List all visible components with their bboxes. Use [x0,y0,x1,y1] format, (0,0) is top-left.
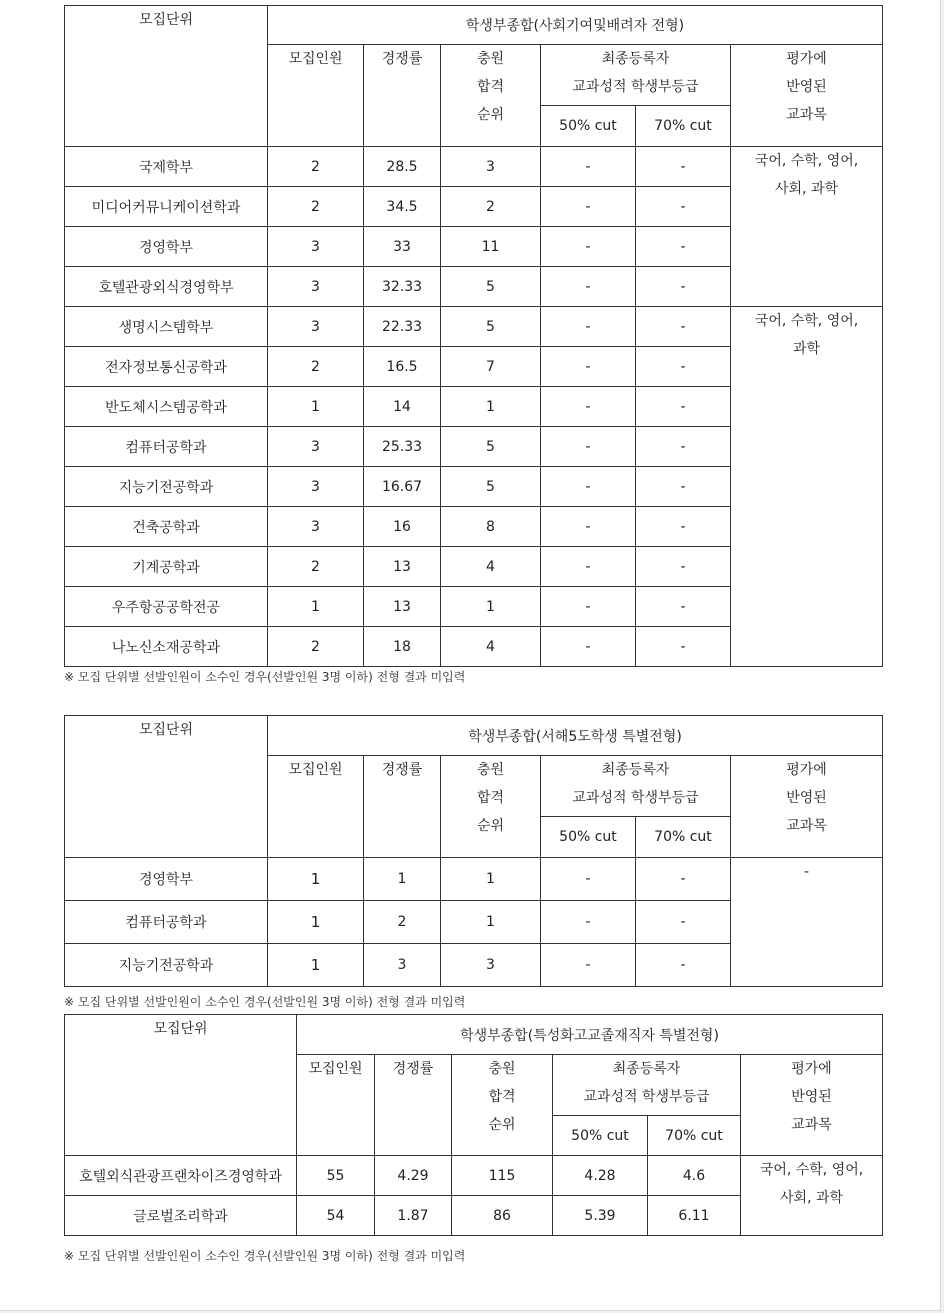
cell-rank: 86 [452,1196,553,1236]
header-subjects-l3: 교과목 [786,818,827,834]
admission-table-social-contribution [64,5,883,667]
header-subjects [731,45,883,147]
footnote: ※ 모집 단위별 선발인원이 소수인 경우(선발인원 3명 이하) 전형 결과 미입력 [64,995,466,1009]
header-final [541,45,731,106]
cell-rate: 3 [364,944,441,987]
header-subjects-l2: 반영된 [791,1089,832,1105]
cell-unit: 지능기전공학과 [65,467,268,507]
header-rank-l3: 순위 [488,1117,516,1133]
cell-cut70: - [636,467,731,507]
cell-rate: 28.5 [364,147,441,187]
cell-rank: 5 [441,267,541,307]
header-cut50: 50% cut [541,817,636,858]
cell-rank: 1 [441,901,541,944]
cell-rate: 16.5 [364,347,441,387]
cell-cut70: 4.6 [648,1156,741,1196]
cell-quota: 3 [268,427,364,467]
cell-cut50: - [541,547,636,587]
cell-cut70: - [636,307,731,347]
cell-rate: 14 [364,387,441,427]
cell-rate: 1 [364,858,441,901]
cell-unit: 생명시스템학부 [65,307,268,347]
cell-rate: 33 [364,227,441,267]
cell-quota: 1 [268,387,364,427]
header-cut70: 70% cut [648,1116,741,1156]
header-rank-l3: 순위 [476,107,505,123]
cell-cut50: - [541,627,636,667]
subjects-line1: 국어, 수학, 영어, [754,153,859,169]
header-rank [441,45,541,147]
cell-unit: 호텔관광외식경영학부 [65,267,268,307]
cell-rank: 11 [441,227,541,267]
header-rank-l3: 순위 [476,818,505,834]
cell-quota: 3 [268,267,364,307]
cell-rate: 32.33 [364,267,441,307]
footnote: ※ 모집 단위별 선발인원이 소수인 경우(선발인원 3명 이하) 전형 결과 미입력 [64,1249,466,1263]
cell-cut50: - [541,347,636,387]
header-final [553,1055,741,1116]
cell-unit: 미디어커뮤니케이션학과 [65,187,268,227]
header-rank [452,1055,553,1156]
header-rank-l2: 합격 [476,790,505,806]
cell-quota: 1 [268,858,364,901]
subjects-line2: 과학 [792,341,821,357]
cell-unit: 컴퓨터공학과 [65,427,268,467]
cell-unit: 건축공학과 [65,507,268,547]
header-rank [441,756,541,858]
table-title: 학생부종합(특성화고교졸재직자 특별전형) [297,1015,883,1055]
cell-rank: 8 [441,507,541,547]
header-final-l1: 최종등록자 [601,51,670,67]
subjects-line2: 사회, 과학 [775,181,839,197]
cell-cut70: - [636,547,731,587]
cell-cut50: - [541,858,636,901]
header-subjects [731,756,883,858]
header-rank-l1: 충원 [476,51,505,67]
cell-quota: 3 [268,507,364,547]
cell-cut70: - [636,587,731,627]
cell-cut50: - [541,944,636,987]
table-row [65,307,883,347]
cell-rate: 16.67 [364,467,441,507]
cell-quota: 1 [268,587,364,627]
header-subjects-l3: 교과목 [786,107,827,123]
header-final [541,756,731,817]
header-subjects-l3: 교과목 [791,1117,832,1133]
header-rank-l2: 합격 [488,1089,516,1105]
cell-rank: 115 [452,1156,553,1196]
cell-cut70: - [636,627,731,667]
cell-unit: 호텔외식관광프랜차이즈경영학과 [65,1156,297,1196]
cell-rate: 16 [364,507,441,547]
cell-rank: 3 [441,944,541,987]
cell-cut50: - [541,587,636,627]
cell-cut50: - [541,901,636,944]
table-row [65,858,883,901]
cell-unit: 기계공학과 [65,547,268,587]
cell-cut50: - [541,227,636,267]
header-subjects-l2: 반영된 [786,790,827,806]
header-rank-l1: 충원 [488,1061,516,1077]
header-rank-l2: 합격 [476,79,505,95]
cell-cut70: - [636,187,731,227]
cell-quota: 3 [268,227,364,267]
header-quota: 모집인원 [268,756,364,858]
cell-subjects [741,1156,883,1236]
cell-quota: 2 [268,547,364,587]
cell-rate: 2 [364,901,441,944]
cell-cut70: - [636,858,731,901]
cell-quota: 2 [268,347,364,387]
cell-unit: 국제학부 [65,147,268,187]
cell-cut50: - [541,307,636,347]
cell-unit: 지능기전공학과 [65,944,268,987]
cell-rate: 34.5 [364,187,441,227]
header-cut70: 70% cut [636,106,731,147]
header-final-l2: 교과성적 학생부등급 [583,1089,710,1105]
cell-cut70: 6.11 [648,1196,741,1236]
header-unit: 모집단위 [65,716,268,858]
cell-cut50: - [541,507,636,547]
header-subjects-l1: 평가에 [786,51,827,67]
header-subjects-l2: 반영된 [786,79,827,95]
header-rate: 경쟁률 [375,1055,452,1156]
subjects-line1: 국어, 수학, 영어, [754,313,859,329]
cell-rank: 5 [441,467,541,507]
cell-cut70: - [636,147,731,187]
cell-rank: 5 [441,307,541,347]
header-final-l1: 최종등록자 [612,1061,681,1077]
cell-cut70: - [636,347,731,387]
header-final-l2: 교과성적 학생부등급 [572,790,699,806]
cell-unit: 우주항공공학전공 [65,587,268,627]
cell-rate: 25.33 [364,427,441,467]
table-row [65,147,883,187]
cell-quota: 3 [268,467,364,507]
cell-cut50: - [541,467,636,507]
cell-cut70: - [636,901,731,944]
cell-rank: 4 [441,627,541,667]
header-subjects-l1: 평가에 [786,762,827,778]
cell-subjects: - [731,858,883,987]
cell-subjects [731,147,883,307]
cell-quota: 1 [268,944,364,987]
cell-cut50: - [541,187,636,227]
cell-rank: 4 [441,547,541,587]
cell-rate: 4.29 [375,1156,452,1196]
table-row [65,1156,883,1196]
subjects-line1: 국어, 수학, 영어, [759,1162,864,1178]
cell-rate: 18 [364,627,441,667]
cell-unit: 컴퓨터공학과 [65,901,268,944]
cell-quota: 3 [268,307,364,347]
header-unit: 모집단위 [65,1015,297,1156]
cell-rate: 1.87 [375,1196,452,1236]
header-final-l2: 교과성적 학생부등급 [572,79,699,95]
cell-cut50: 5.39 [553,1196,648,1236]
header-cut50: 50% cut [553,1116,648,1156]
cell-cut50: - [541,427,636,467]
cell-quota: 2 [268,147,364,187]
cell-unit: 나노신소재공학과 [65,627,268,667]
admission-table-specialized-high-school [64,1014,883,1236]
header-quota: 모집인원 [297,1055,375,1156]
cell-cut70: - [636,267,731,307]
cell-quota: 2 [268,627,364,667]
cell-cut70: - [636,507,731,547]
header-unit: 모집단위 [65,6,268,147]
cell-quota: 54 [297,1196,375,1236]
cell-rank: 1 [441,858,541,901]
cell-rate: 22.33 [364,307,441,347]
cell-rank: 2 [441,187,541,227]
cell-cut70: - [636,427,731,467]
cell-rate: 13 [364,587,441,627]
header-rank-l1: 충원 [476,762,505,778]
header-final-l1: 최종등록자 [601,762,670,778]
cell-cut70: - [636,944,731,987]
cell-rank: 1 [441,387,541,427]
header-subjects-l1: 평가에 [791,1061,832,1077]
cell-cut50: 4.28 [553,1156,648,1196]
cell-cut50: - [541,387,636,427]
cell-rank: 7 [441,347,541,387]
cell-unit: 경영학부 [65,858,268,901]
cell-cut70: - [636,387,731,427]
table-title: 학생부종합(서해5도학생 특별전형) [268,716,883,756]
cell-cut50: - [541,147,636,187]
header-rate: 경쟁률 [364,756,441,858]
cell-quota: 2 [268,187,364,227]
header-rate: 경쟁률 [364,45,441,147]
header-cut70: 70% cut [636,817,731,858]
cell-rank: 1 [441,587,541,627]
cell-quota: 55 [297,1156,375,1196]
cell-cut50: - [541,267,636,307]
cell-rank: 3 [441,147,541,187]
table-title: 학생부종합(사회기여및배려자 전형) [268,6,883,45]
admission-table-west-sea-islands [64,715,883,987]
cell-subjects [731,307,883,667]
cell-cut70: - [636,227,731,267]
header-cut50: 50% cut [541,106,636,147]
cell-quota: 1 [268,901,364,944]
header-quota: 모집인원 [268,45,364,147]
cell-unit: 반도체시스템공학과 [65,387,268,427]
cell-unit: 경영학부 [65,227,268,267]
cell-rate: 13 [364,547,441,587]
subjects-line2: 사회, 과학 [780,1190,844,1206]
footnote: ※ 모집 단위별 선발인원이 소수인 경우(선발인원 3명 이하) 전형 결과 미입력 [64,670,466,684]
header-subjects [741,1055,883,1156]
cell-unit: 전자정보통신공학과 [65,347,268,387]
cell-unit: 글로벌조리학과 [65,1196,297,1236]
cell-rank: 5 [441,427,541,467]
